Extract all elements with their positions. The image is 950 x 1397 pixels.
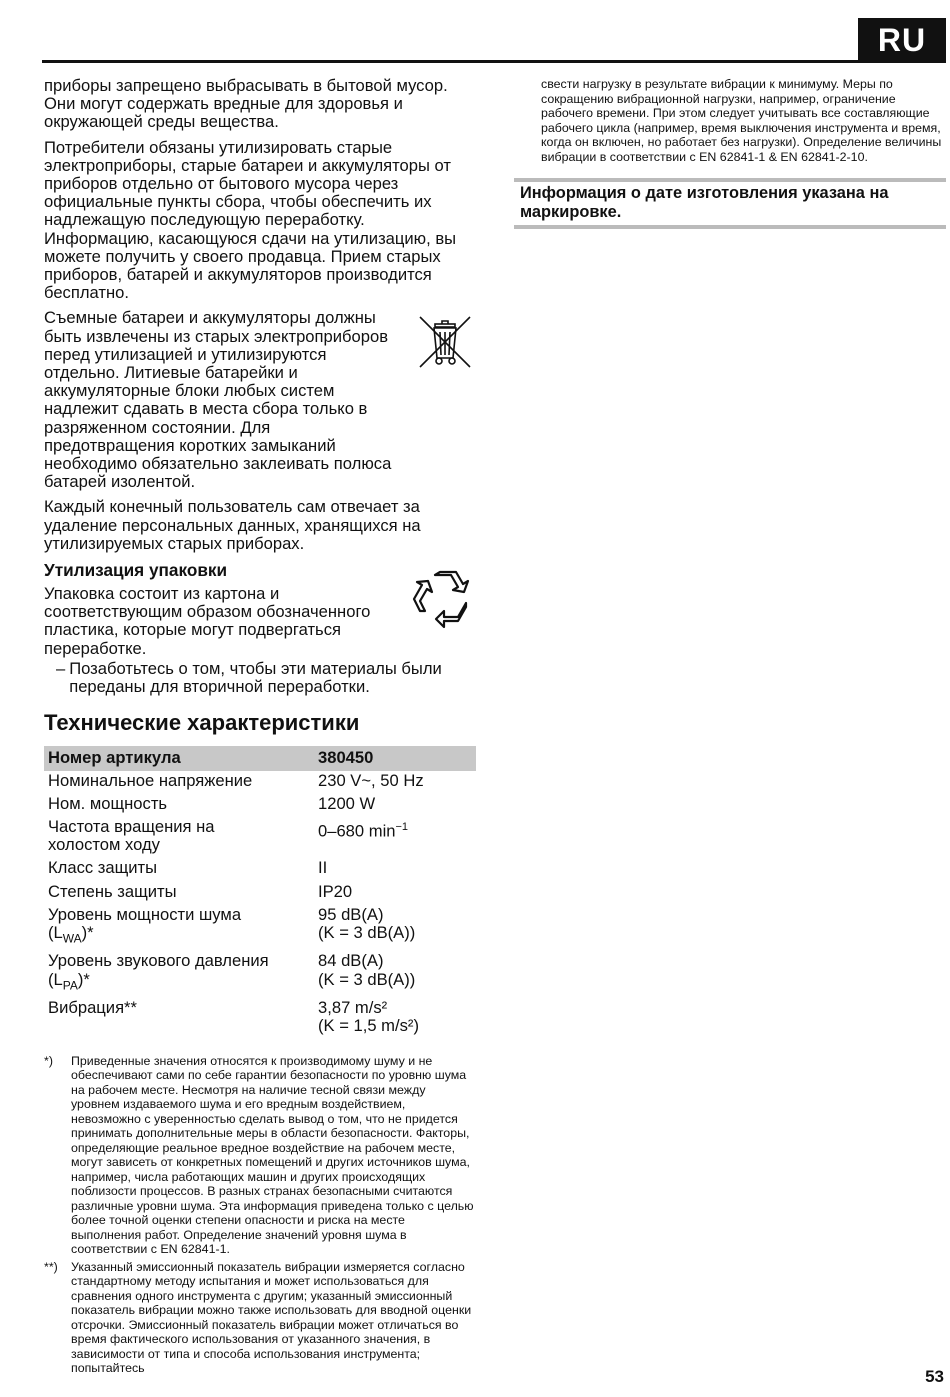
header-rule (42, 60, 946, 63)
spec-value-sup: −1 (395, 820, 409, 833)
spec-key: Класс защиты (48, 858, 158, 878)
paragraph: Каждый конечный пользователь сам отвечает за удаление персональных данных, хранящихся на утилизируемых старых приборах. (44, 497, 421, 553)
bullet-item (44, 660, 476, 696)
spec-key-sub: WA (62, 931, 82, 946)
footnote-marker: **) (44, 1259, 58, 1274)
spec-key (44, 951, 314, 998)
spec-key-text: Уровень мощности шума (48, 904, 242, 924)
spec-value: IP20 (318, 881, 353, 901)
footnote-text: Указанный эмиссионный показатель вибрации измеряется согласно стандартному методу испытания и может использоваться для сравнения одного инструмента с другим; указанный эмиссионный показатель вибрации можно также использовать для вводной оценки отсрочки. Эмиссионный показатель вибрации может отличаться во время фактического использования от указанного значения, в зависимости от типа и способа использования инструмента; попытайтесь (71, 1259, 472, 1376)
spec-key-text: Уровень звукового давления (48, 951, 269, 971)
spec-value-uncertainty: (K = 3 dB(A)) (318, 922, 416, 942)
spec-value: 1200 W (318, 793, 376, 813)
spec-value-text: 3,87 m/s² (318, 998, 388, 1018)
spec-row (44, 998, 476, 1039)
manufacture-date-note (514, 178, 946, 229)
spec-header-key: Номер артикула (44, 746, 314, 770)
spec-value-uncertainty: (K = 3 dB(A)) (318, 969, 416, 989)
spec-table (44, 746, 476, 1039)
footnote (44, 1054, 476, 1257)
crossed-out-bin-icon (416, 313, 474, 369)
spec-value-text: 95 dB(A) (318, 904, 384, 924)
packaging-text: Упаковка состоит из картона и соответствующим образом обозначенного пластика, которые могут подвергаться переработке. (44, 584, 371, 658)
spec-value (314, 951, 476, 998)
spec-row (44, 882, 476, 905)
spec-header-row (44, 746, 476, 770)
spec-header-value: 380450 (314, 746, 476, 770)
packaging-heading: Утилизация упаковки (44, 560, 228, 581)
spec-key-tail: )* (81, 922, 94, 942)
spec-value-text: 0–680 min (318, 821, 396, 841)
spec-row (44, 771, 476, 794)
footnote-text: Приведенные значения относятся к производимому шуму и не обеспечивают сами по себе гарантии безопасности по уровню шума на рабочем месте. Несмотря на наличие тесной связи между уровнем издаваемого шума и его вредным воздействием, невозможно с уверенностью сделать вывод о том, что не придется принимать дополнительные меры в области безопасности. Факторы, определяющие реальное вредное воздействие на рабочем месте, могут зависеть от конкретных помещений и других источников шума, например, числа работающих машин и других происходящих поблизости процессов. В разных странах безопасными считаются различные уровни шума. Эта информация приведена только с целью более точной оценки степени опасности и риска на месте выполнения работ. Определение значений уровня шума в соответствии с EN 62841-1. (71, 1053, 474, 1257)
spec-key-sub: PA (62, 977, 78, 992)
paragraph: Потребители обязаны утилизировать старые электроприборы, старые батареи и аккумуляторы от приборов отдельно от бытового мусора через официальные пункты сбора, чтобы обеспечить их надлежащую последующую переработку. Информацию, касающуюся сдачи на утилизацию, вы можете получить у своего продавца. Прием старых приборов, батарей и аккумуляторов производится бесплатно. (44, 137, 457, 303)
spec-key-sym: (L (48, 922, 63, 942)
spec-key-text: Частота вращения на холостом ходу (48, 816, 215, 855)
recycle-icon (412, 567, 474, 629)
spec-value (314, 905, 476, 952)
spec-row (44, 905, 476, 952)
spec-key (44, 905, 314, 952)
left-column (44, 77, 476, 1376)
continued-text: свести нагрузку в результате вибрации к минимуму. Меры по сокращению вибрационной нагрузки, например, ограничение рабочего времени. При этом следует учитывать все составляющие рабочего цикла (например, время выключения инструмента и время, когда он включен, но работает без нагрузки). Определение величины вибрации в соответствии с EN 62841-1 & EN 62841-2-10. (541, 77, 942, 164)
spec-key: Номинальное напряжение (48, 770, 253, 790)
spec-key-tail: )* (77, 969, 90, 989)
spec-row (44, 858, 476, 881)
spec-value (314, 817, 476, 858)
footnote (44, 1260, 476, 1376)
bullet-text: Позаботьтесь о том, чтобы эти материалы были переданы для вторичной переработки. (69, 658, 442, 697)
spec-key: Степень защиты (48, 881, 177, 901)
spec-value: 230 V~, 50 Hz (318, 770, 424, 790)
spec-key: Ном. мощность (48, 793, 168, 813)
spec-value-text: 84 dB(A) (318, 951, 384, 971)
paragraph: Съемные батареи и аккумуляторы должны быть извлечены из старых электроприборов перед утилизацией и утилизируются отдельно. Литиевые батарейки и аккумуляторные блоки любых систем надлежит сдавать в места сбора только в разряженном состоянии. Для предотвращения коротких замыканий необходимо обязательно заклеивать полюса батарей изолентой. (44, 308, 392, 492)
spec-key (44, 817, 314, 858)
page-number: 53 (925, 1367, 944, 1386)
footnote-marker: *) (44, 1053, 53, 1068)
spec-value: II (318, 858, 328, 878)
language-badge: RU (858, 18, 946, 63)
spec-key-sym: (L (48, 969, 63, 989)
note-text: Информация о дате изготовления указана на маркировке. (520, 184, 889, 221)
bullet-marker: – (56, 658, 66, 678)
spec-key: Вибрация** (48, 998, 137, 1018)
spec-row (44, 951, 476, 998)
spec-value-uncertainty: (K = 1,5 m/s²) (318, 1016, 419, 1036)
paragraph: приборы запрещено выбрасывать в бытовой мусор. Они могут содержать вредные для здоровья и окружающей среды вещества. (44, 76, 448, 132)
right-column (514, 77, 946, 229)
spec-row (44, 817, 476, 858)
spec-row (44, 794, 476, 817)
spec-value (314, 998, 476, 1039)
tech-heading: Технические характеристики (44, 710, 360, 736)
